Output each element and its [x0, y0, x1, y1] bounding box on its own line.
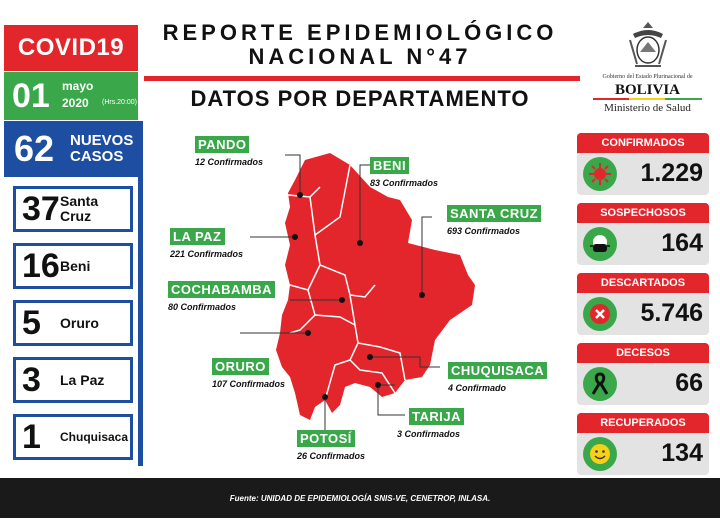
dept-label: SANTA CRUZ	[447, 205, 541, 222]
dept-count: 37	[22, 189, 60, 228]
dept-confirmed: 693 Confirmados	[447, 226, 521, 236]
date-month: mayo	[62, 79, 94, 93]
stat-card-recovered	[577, 433, 709, 475]
stat-header-discarded: DESCARTADOS	[577, 273, 709, 293]
new-cases-dept-item	[13, 300, 133, 346]
dept-confirmed: 83 Confirmados	[370, 178, 439, 188]
stat-header-recovered: RECUPERADOS	[577, 413, 709, 433]
map-label-tarija	[397, 408, 464, 439]
map-label-la-paz	[170, 228, 243, 259]
logo-ministry: Ministerio de Salud	[604, 102, 691, 114]
dept-confirmed: 107 Confirmados	[212, 379, 286, 389]
flag-stripe	[593, 98, 702, 100]
covid19-label: COVID19	[17, 34, 125, 61]
report-subtitle: DATOS POR DEPARTAMENTO	[190, 86, 530, 111]
mask-icon	[583, 227, 617, 261]
virus-icon	[583, 157, 617, 191]
new-cases-count: 62	[14, 128, 55, 169]
dept-name: La Paz	[60, 371, 105, 388]
map-label-chuquisaca	[448, 362, 547, 393]
blue-strip	[138, 121, 143, 466]
date-banner	[4, 72, 138, 120]
stat-value-recovered: 134	[661, 439, 703, 467]
dept-count: 5	[22, 303, 41, 342]
dept-label: TARIJA	[409, 408, 464, 425]
map-label-beni	[370, 157, 438, 188]
new-cases-label-line2: CASOS	[70, 148, 124, 165]
map-shape	[276, 153, 475, 420]
new-cases-dept-item	[13, 243, 133, 289]
dept-confirmed: 221 Confirmados	[170, 249, 244, 259]
date-day: 01	[12, 77, 50, 115]
new-cases-dept-item	[13, 357, 133, 403]
dept-confirmed: 4 Confirmado	[448, 383, 507, 393]
header-divider	[144, 76, 580, 81]
date-hours: (Hrs.20:00)	[102, 99, 138, 106]
stat-card-confirmed	[577, 153, 709, 195]
dept-count: 1	[22, 417, 41, 456]
map-label-oruro	[212, 358, 285, 389]
stat-card-discarded	[577, 293, 709, 335]
dept-label: ORURO	[212, 358, 269, 375]
dept-name	[60, 194, 98, 224]
dept-name: Beni	[60, 257, 91, 274]
stat-value-confirmed: 1.229	[640, 159, 703, 187]
logo-country: BOLIVIA	[614, 82, 681, 98]
dept-name: Oruro	[60, 314, 99, 331]
stat-header-suspected: SOSPECHOSOS	[577, 203, 709, 223]
coat-of-arms-icon	[627, 20, 669, 72]
new-cases-label	[70, 133, 133, 165]
new-cases-label-line1: NUEVOS	[70, 132, 134, 149]
dept-label: CHUQUISACA	[448, 362, 547, 379]
ribbon-icon	[583, 367, 617, 401]
dept-label: POTOSÍ	[297, 430, 355, 447]
stat-header-deaths: DECESOS	[577, 343, 709, 363]
map-label-potosi	[297, 430, 365, 461]
map-label-cochabamba	[168, 281, 275, 312]
dept-label: BENI	[370, 157, 409, 174]
stat-card-deaths	[577, 363, 709, 405]
logo-subtitle: Gobierno del Estado Plurinacional de	[602, 74, 693, 80]
smile-icon	[583, 437, 617, 471]
dept-name-line1: Santa	[60, 193, 99, 209]
new-cases-dept-item	[13, 186, 133, 232]
dept-label: LA PAZ	[170, 228, 225, 245]
footer-source	[0, 478, 720, 518]
new-cases-dept-item	[13, 414, 133, 460]
ministry-logo	[585, 18, 710, 122]
dept-name: Chuquisaca	[60, 429, 129, 444]
new-cases-banner	[4, 121, 138, 177]
footer-source-text: Fuente: UNIDAD DE EPIDEMIOLOGÍA SNIS-VE, CENETROP, INLASA.	[229, 493, 491, 503]
stat-header-confirmed: CONFIRMADOS	[577, 133, 709, 153]
stat-value-deaths: 66	[675, 369, 703, 397]
dept-confirmed: 80 Confirmados	[168, 302, 237, 312]
dept-count: 3	[22, 360, 41, 399]
dept-confirmed: 12 Confirmados	[195, 157, 264, 167]
x-icon	[583, 297, 617, 331]
report-title-line1: REPORTE EPIDEMIOLÓGICO	[162, 20, 558, 45]
stat-value-suspected: 164	[661, 229, 703, 257]
dept-confirmed: 3 Confirmados	[397, 429, 461, 439]
stat-card-suspected	[577, 223, 709, 265]
covid19-banner	[4, 25, 138, 71]
date-year: 2020	[62, 96, 89, 110]
map-label-santa-cruz	[447, 205, 541, 236]
dept-label: PANDO	[195, 136, 249, 153]
dept-label: COCHABAMBA	[168, 281, 275, 298]
dept-name-line2: Cruz	[60, 208, 92, 224]
report-title-line2: NACIONAL N°47	[248, 44, 472, 69]
map-label-pando	[195, 136, 263, 167]
dept-count: 16	[22, 246, 60, 285]
dept-confirmed: 26 Confirmados	[297, 451, 366, 461]
stat-value-discarded: 5.746	[640, 299, 703, 327]
